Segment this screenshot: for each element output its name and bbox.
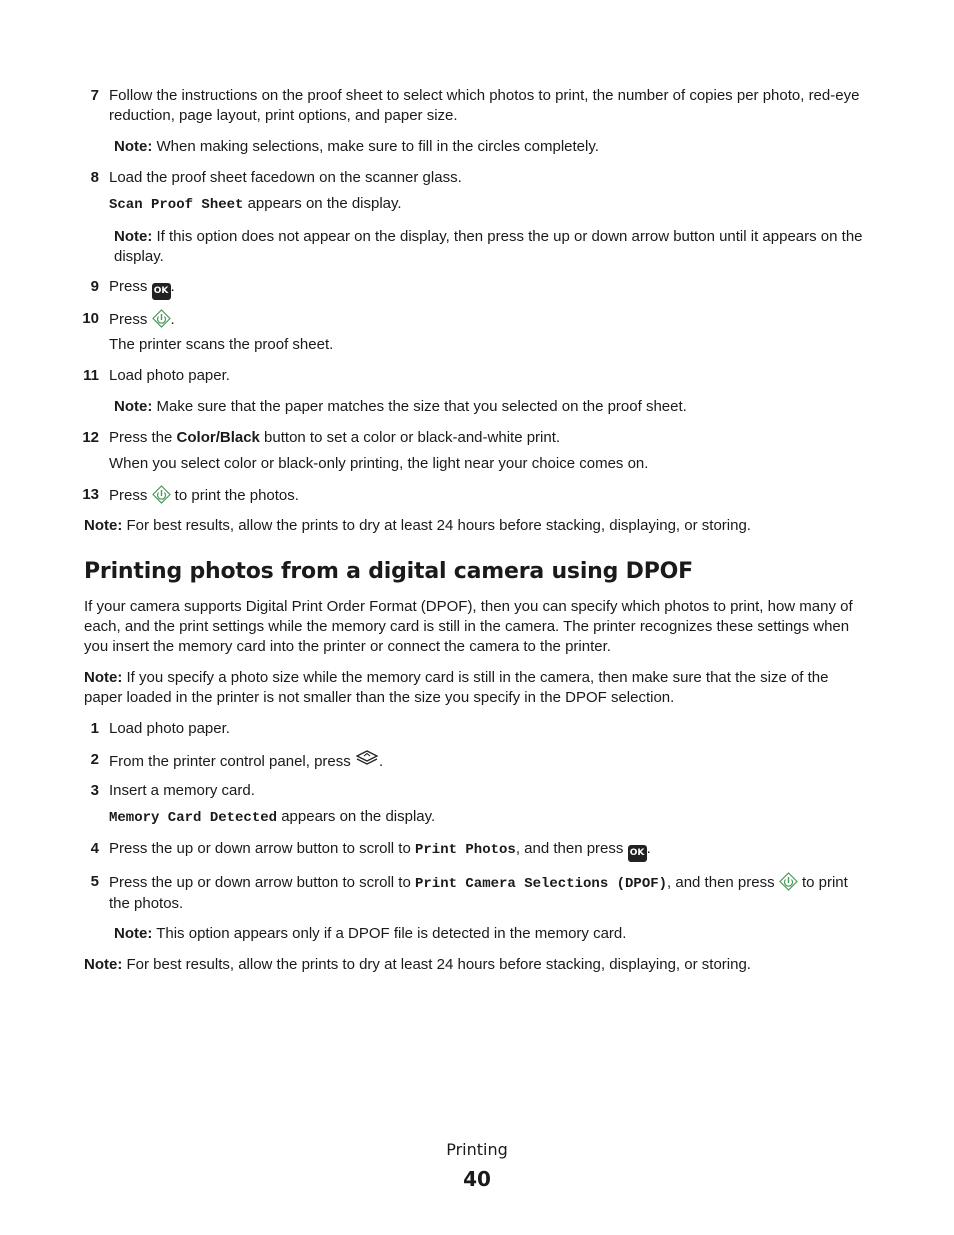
step-number: 9 xyxy=(90,278,99,295)
step-text: Load photo paper. xyxy=(109,720,230,737)
note-label: Note: xyxy=(84,517,123,534)
step-13: 13 Press to print the photos. xyxy=(109,485,871,506)
step-10-result: The printer scans the proof sheet. xyxy=(109,336,334,353)
menu-option: Print Photos xyxy=(414,842,516,858)
note-text: This option appears only if a DPOF file is detected in the memory card. xyxy=(152,925,627,942)
start-button-icon xyxy=(152,485,171,504)
result-text: appears on the display. xyxy=(243,195,402,212)
display-message: Memory Card Detected xyxy=(109,810,278,826)
page-number: 40 xyxy=(463,1167,491,1191)
note-label: Note: xyxy=(114,228,153,245)
start-button-icon xyxy=(779,872,798,891)
result-text: appears on the display. xyxy=(277,808,436,825)
note-text: If this option does not appear on the display, then press the up or down arrow button until it appears on the display. xyxy=(114,228,863,265)
note-label: Note: xyxy=(114,138,153,155)
section-intro: If your camera supports Digital Print Order Format (DPOF), then you can specify which photos to print, how many of each, and the print settings while the memory card is still in the camera. The printer recognizes these settings when you insert the memory card into the printer or connect the camera to the printer. xyxy=(84,598,853,655)
step-10: 10 Press . xyxy=(109,309,871,330)
step-8-result xyxy=(109,194,871,215)
step-number: 11 xyxy=(83,367,99,384)
section-heading: Printing photos from a digital camera using DPOF xyxy=(84,559,693,584)
ok-button-icon: OK xyxy=(152,283,171,300)
note xyxy=(84,516,871,536)
note-text: Make sure that the paper matches the size that you selected on the proof sheet. xyxy=(152,398,687,415)
step-11 xyxy=(83,366,871,386)
step-3 xyxy=(90,781,871,801)
step-number: 1 xyxy=(90,720,99,737)
note xyxy=(114,397,871,417)
step-text: Follow the instructions on the proof sheet to select which photos to print, the number of copies per photo, red-eye reduction, page layout, print options, and paper size. xyxy=(109,87,860,124)
menu-option: Print Camera Selections (DPOF) xyxy=(414,876,668,892)
note xyxy=(84,955,871,975)
step-text: Press xyxy=(109,278,152,295)
step-number: 7 xyxy=(90,87,99,104)
step-9: 9 Press OK . xyxy=(109,277,871,300)
footer-section-label: Printing xyxy=(446,1140,508,1159)
note-label: Note: xyxy=(114,398,153,415)
note-text: If you specify a photo size while the memory card is still in the camera, then make sure that the size of the paper loaded in the printer is not smaller than the size you specify in the DPOF selection. xyxy=(84,669,829,706)
ok-button-icon: OK xyxy=(628,845,647,862)
step-12-result: When you select color or black-only printing, the light near your choice comes on. xyxy=(109,455,649,472)
note-label: Note: xyxy=(84,669,123,686)
note-text: When making selections, make sure to fill in the circles completely. xyxy=(152,138,599,155)
step-text: Load the proof sheet facedown on the scanner glass. xyxy=(109,169,462,186)
step-number: 3 xyxy=(90,782,99,799)
button-name: Color/Black xyxy=(176,429,260,446)
note xyxy=(114,924,871,944)
step-8 xyxy=(90,168,871,188)
step-number: 2 xyxy=(90,751,99,768)
step-2: 2 From the printer control panel, press . xyxy=(109,750,871,772)
step-number: 8 xyxy=(90,169,99,186)
note xyxy=(84,668,871,708)
step-12: 12 Press the Color/Black button to set a color or black-and-white print. xyxy=(109,428,871,448)
step-number: 5 xyxy=(90,873,99,890)
step-4: 4 Press the up or down arrow button to scroll to Print Photos, and then press OK . xyxy=(109,839,871,862)
step-1 xyxy=(90,719,871,739)
step-text: Load photo paper. xyxy=(109,367,230,384)
step-3-result xyxy=(109,807,871,828)
step-number: 13 xyxy=(82,486,99,503)
note-label: Note: xyxy=(114,925,153,942)
step-7 xyxy=(90,86,871,126)
step-text: Insert a memory card. xyxy=(109,782,255,799)
note xyxy=(114,137,871,157)
step-number: 10 xyxy=(82,310,99,327)
note-text: For best results, allow the prints to dry at least 24 hours before stacking, displaying, or storing. xyxy=(122,517,751,534)
step-number: 4 xyxy=(90,840,99,857)
display-message: Scan Proof Sheet xyxy=(109,197,244,213)
step-5: 5 Press the up or down arrow button to scroll to Print Camera Selections (DPOF), and then press to print the photos. xyxy=(109,872,871,914)
step-text: Press xyxy=(109,311,152,328)
step-number: 12 xyxy=(82,429,99,446)
start-button-icon xyxy=(152,309,171,328)
note-text: For best results, allow the prints to dry at least 24 hours before stacking, displaying, or storing. xyxy=(122,956,751,973)
note xyxy=(114,227,871,267)
note-label: Note: xyxy=(84,956,123,973)
photo-card-icon xyxy=(355,750,379,768)
